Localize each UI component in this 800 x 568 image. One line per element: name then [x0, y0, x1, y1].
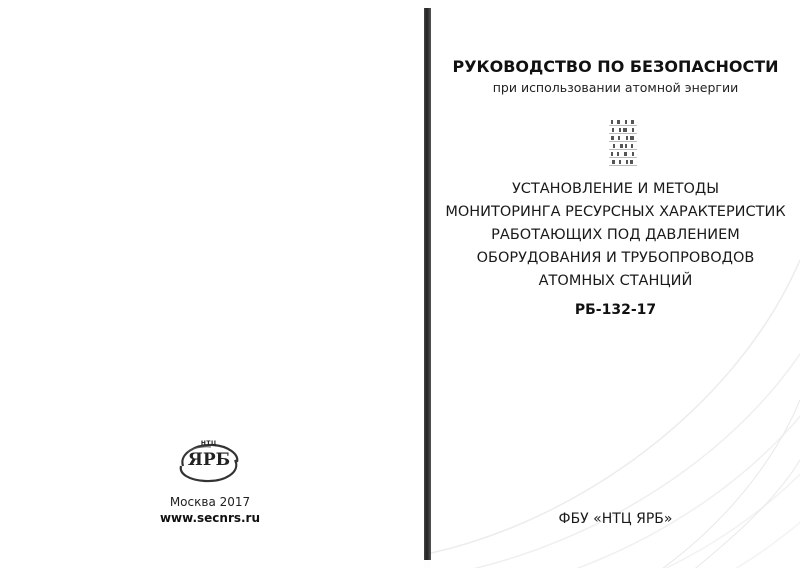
stamp-barcode-icon: [609, 118, 637, 170]
ntc-yarb-logo: [173, 440, 245, 484]
website-link[interactable]: www.secnrs.ru: [159, 511, 261, 525]
logo-top-text: НТЦ: [200, 440, 218, 447]
title-line-4: ОБОРУДОВАНИЯ И ТРУБОПРОВОДОВ: [476, 250, 755, 266]
front-cover: [431, 0, 800, 568]
doc-type-heading: РУКОВОДСТВО ПО БЕЗОПАСНОСТИ: [452, 57, 779, 76]
publisher-name: ФБУ «НТЦ ЯРБ»: [558, 511, 673, 527]
doc-code: РБ-132-17: [574, 302, 657, 318]
book-spine: [424, 8, 431, 560]
title-line-1: УСТАНОВЛЕНИЕ И МЕТОДЫ: [511, 181, 720, 197]
doc-subtitle: при использовании атомной энергии: [492, 80, 739, 95]
title-line-3: РАБОТАЮЩИХ ПОД ДАВЛЕНИЕМ: [491, 227, 740, 243]
city-year: Москва 2017: [169, 495, 251, 509]
document-title: [431, 178, 800, 293]
title-line-2: МОНИТОРИНГА РЕСУРСНЫХ ХАРАКТЕРИСТИК: [445, 204, 786, 220]
logo-main-text: ЯРБ: [187, 450, 231, 470]
title-line-5: АТОМНЫХ СТАНЦИЙ: [538, 273, 693, 289]
